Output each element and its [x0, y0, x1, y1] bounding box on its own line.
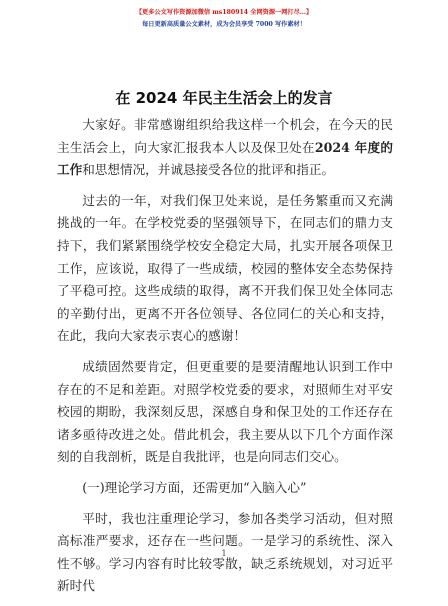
page-number: 1 [221, 549, 227, 558]
promo-banner-line-1: 【更多公文写作资源加微信 ms180914 全网资源一网打尽…】 [135, 9, 313, 16]
paragraph-shortcomings: 成绩固然要肯定，但更重要的是要清醒地认识到工作中存在的不足和差距。对照学校党委的要求，对照师生对平安校园的期盼，我深刻反思，深感自身和保卫处的工作还存在诸多亟待改进之处。借此机会，我主要从以下几个方面作深刻的自我剖析，既是自我批评，也是向同志们交心。 [57, 358, 393, 465]
paragraph-greeting-post: 和思想情况，并诚恳接受各位的批评和指正。 [82, 162, 335, 178]
document-body [57, 114, 393, 606]
section-heading: (一)理论学习方面，还需更加“入脑入心” [82, 479, 307, 495]
document-title: 在 2024 年民主生活会上的发言 [115, 89, 333, 107]
paragraph-theory-study: 平时，我也注重理论学习，参加各类学习活动，但对照高标准严要求，还存在一些问题。一是学习的系统性、深入性不够。学习内容有时比较零散，缺乏系统规划，对习近平新时代 [57, 510, 393, 594]
paragraph-greeting-pre: 大家好。非常感谢组织给我这样一个机会，在今天的民主生活会上，向大家汇报我本人以及保卫处在 [57, 117, 393, 155]
promo-banner-line-2: 每日更新高质量公文素材，成为会员享受 7000 写作素材！ [142, 21, 306, 28]
paragraph-year-review: 过去的一年，对我们保卫处来说，是任务繁重而又充满挑战的一年。在学校党委的坚强领导下，在同志们的鼎力支持下，我们紧紧围绕学校安全稳定大局，扎实开展各项保卫工作，应该说，取得了一些成绩，校园的整体安全态势保持了平稳可控。这些成绩的取得，离不开我们保卫处全体同志的辛勤付出，更离不开各位领导、各位同仁的关心和支持，在此，我向大家表示衷心的感谢！ [57, 192, 393, 344]
paragraph-greeting [57, 114, 393, 182]
paragraph-greeting-bold: 2024 年度的工作 [57, 139, 394, 178]
